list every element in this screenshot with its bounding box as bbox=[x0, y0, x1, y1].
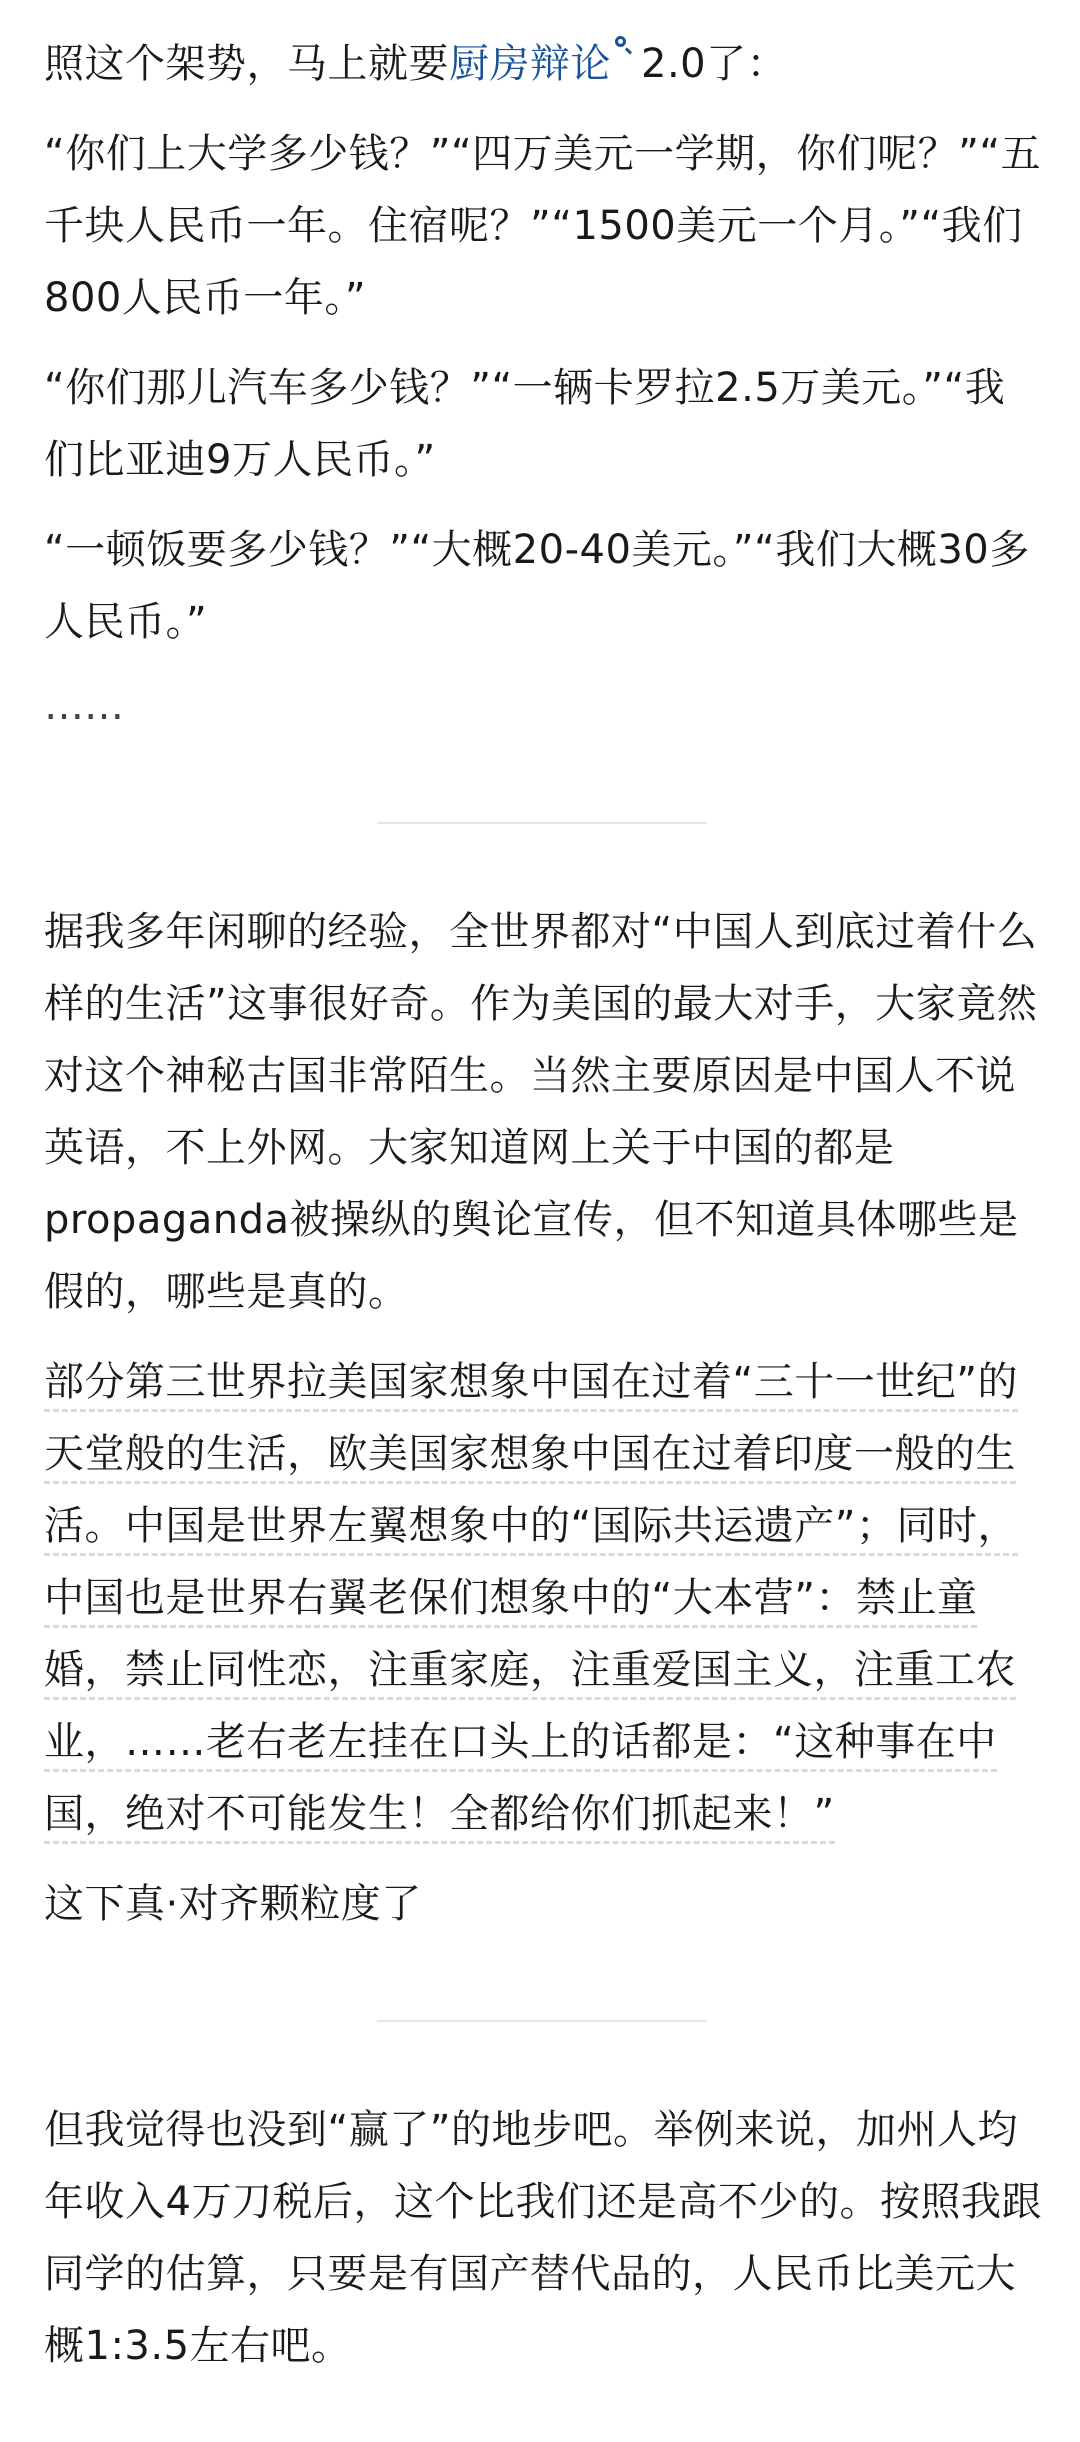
dialog-paragraph-car: “你们那儿汽车多少钱？”“一辆卡罗拉2.5万美元。”“我们比亚迪9万人民币。” bbox=[44, 365, 1006, 483]
dialog-paragraph-tuition: “你们上大学多少钱？”“四万美元一学期，你们呢？”“五千块人民币一年。住宿呢？”“1500美元一个月。”“我们800人民币一年。” bbox=[44, 131, 1042, 321]
search-icon[interactable] bbox=[613, 34, 635, 56]
intro-text-post: 2.0了： bbox=[641, 41, 788, 87]
intro-paragraph bbox=[44, 28, 1044, 100]
article-body bbox=[44, 0, 1044, 2382]
experience-paragraph: 据我多年闲聊的经验，全世界都对“中国人到底过着什么样的生活”这事很好奇。作为美国的最大对手，大家竟然对这个神秘古国非常陌生。当然主要原因是中国人不说英语，不上外网。大家知道网上关于中国的都是propaganda被操纵的舆论宣传，但不知道具体哪些是假的，哪些是真的。 bbox=[44, 909, 1038, 1315]
intro-text-pre: 照这个架势，马上就要 bbox=[44, 41, 449, 87]
quoted-paragraph bbox=[44, 1346, 1044, 1850]
ellipsis-text: …… bbox=[44, 683, 124, 729]
search-icon-ring bbox=[615, 36, 626, 47]
alignment-paragraph: 这下真·对齐颗粒度了 bbox=[44, 1881, 422, 1927]
quoted-paragraph-text[interactable]: 部分第三世界拉美国家想象中国在过着“三十一世纪”的天堂般的生活，欧美国家想象中国在过着印度一般的生活。中国是世界左翼想象中的“国际共运遗产”；同时，中国也是世界右翼老保们想象中的“大本营”：禁止童婚，禁止同性恋，注重家庭，注重爱国主义，注重工农业，……老右老左挂在口头上的话都是：“这种事在中国，绝对不可能发生！全都给你们抓起来！” bbox=[44, 1359, 1018, 1844]
income-paragraph: 但我觉得也没到“赢了”的地步吧。举例来说，加州人均年收入4万刀税后，这个比我们还是高不少的。按照我跟同学的估算，只要是有国产替代品的，人民币比美元大概1:3.5左右吧。 bbox=[44, 2107, 1042, 2369]
search-icon-handle bbox=[625, 47, 632, 54]
kitchen-debate-search-link[interactable]: 厨房辩论 bbox=[449, 41, 611, 87]
dialog-paragraph-meal: “一顿饭要多少钱？”“大概20-40美元。”“我们大概30多人民币。” bbox=[44, 527, 1030, 645]
